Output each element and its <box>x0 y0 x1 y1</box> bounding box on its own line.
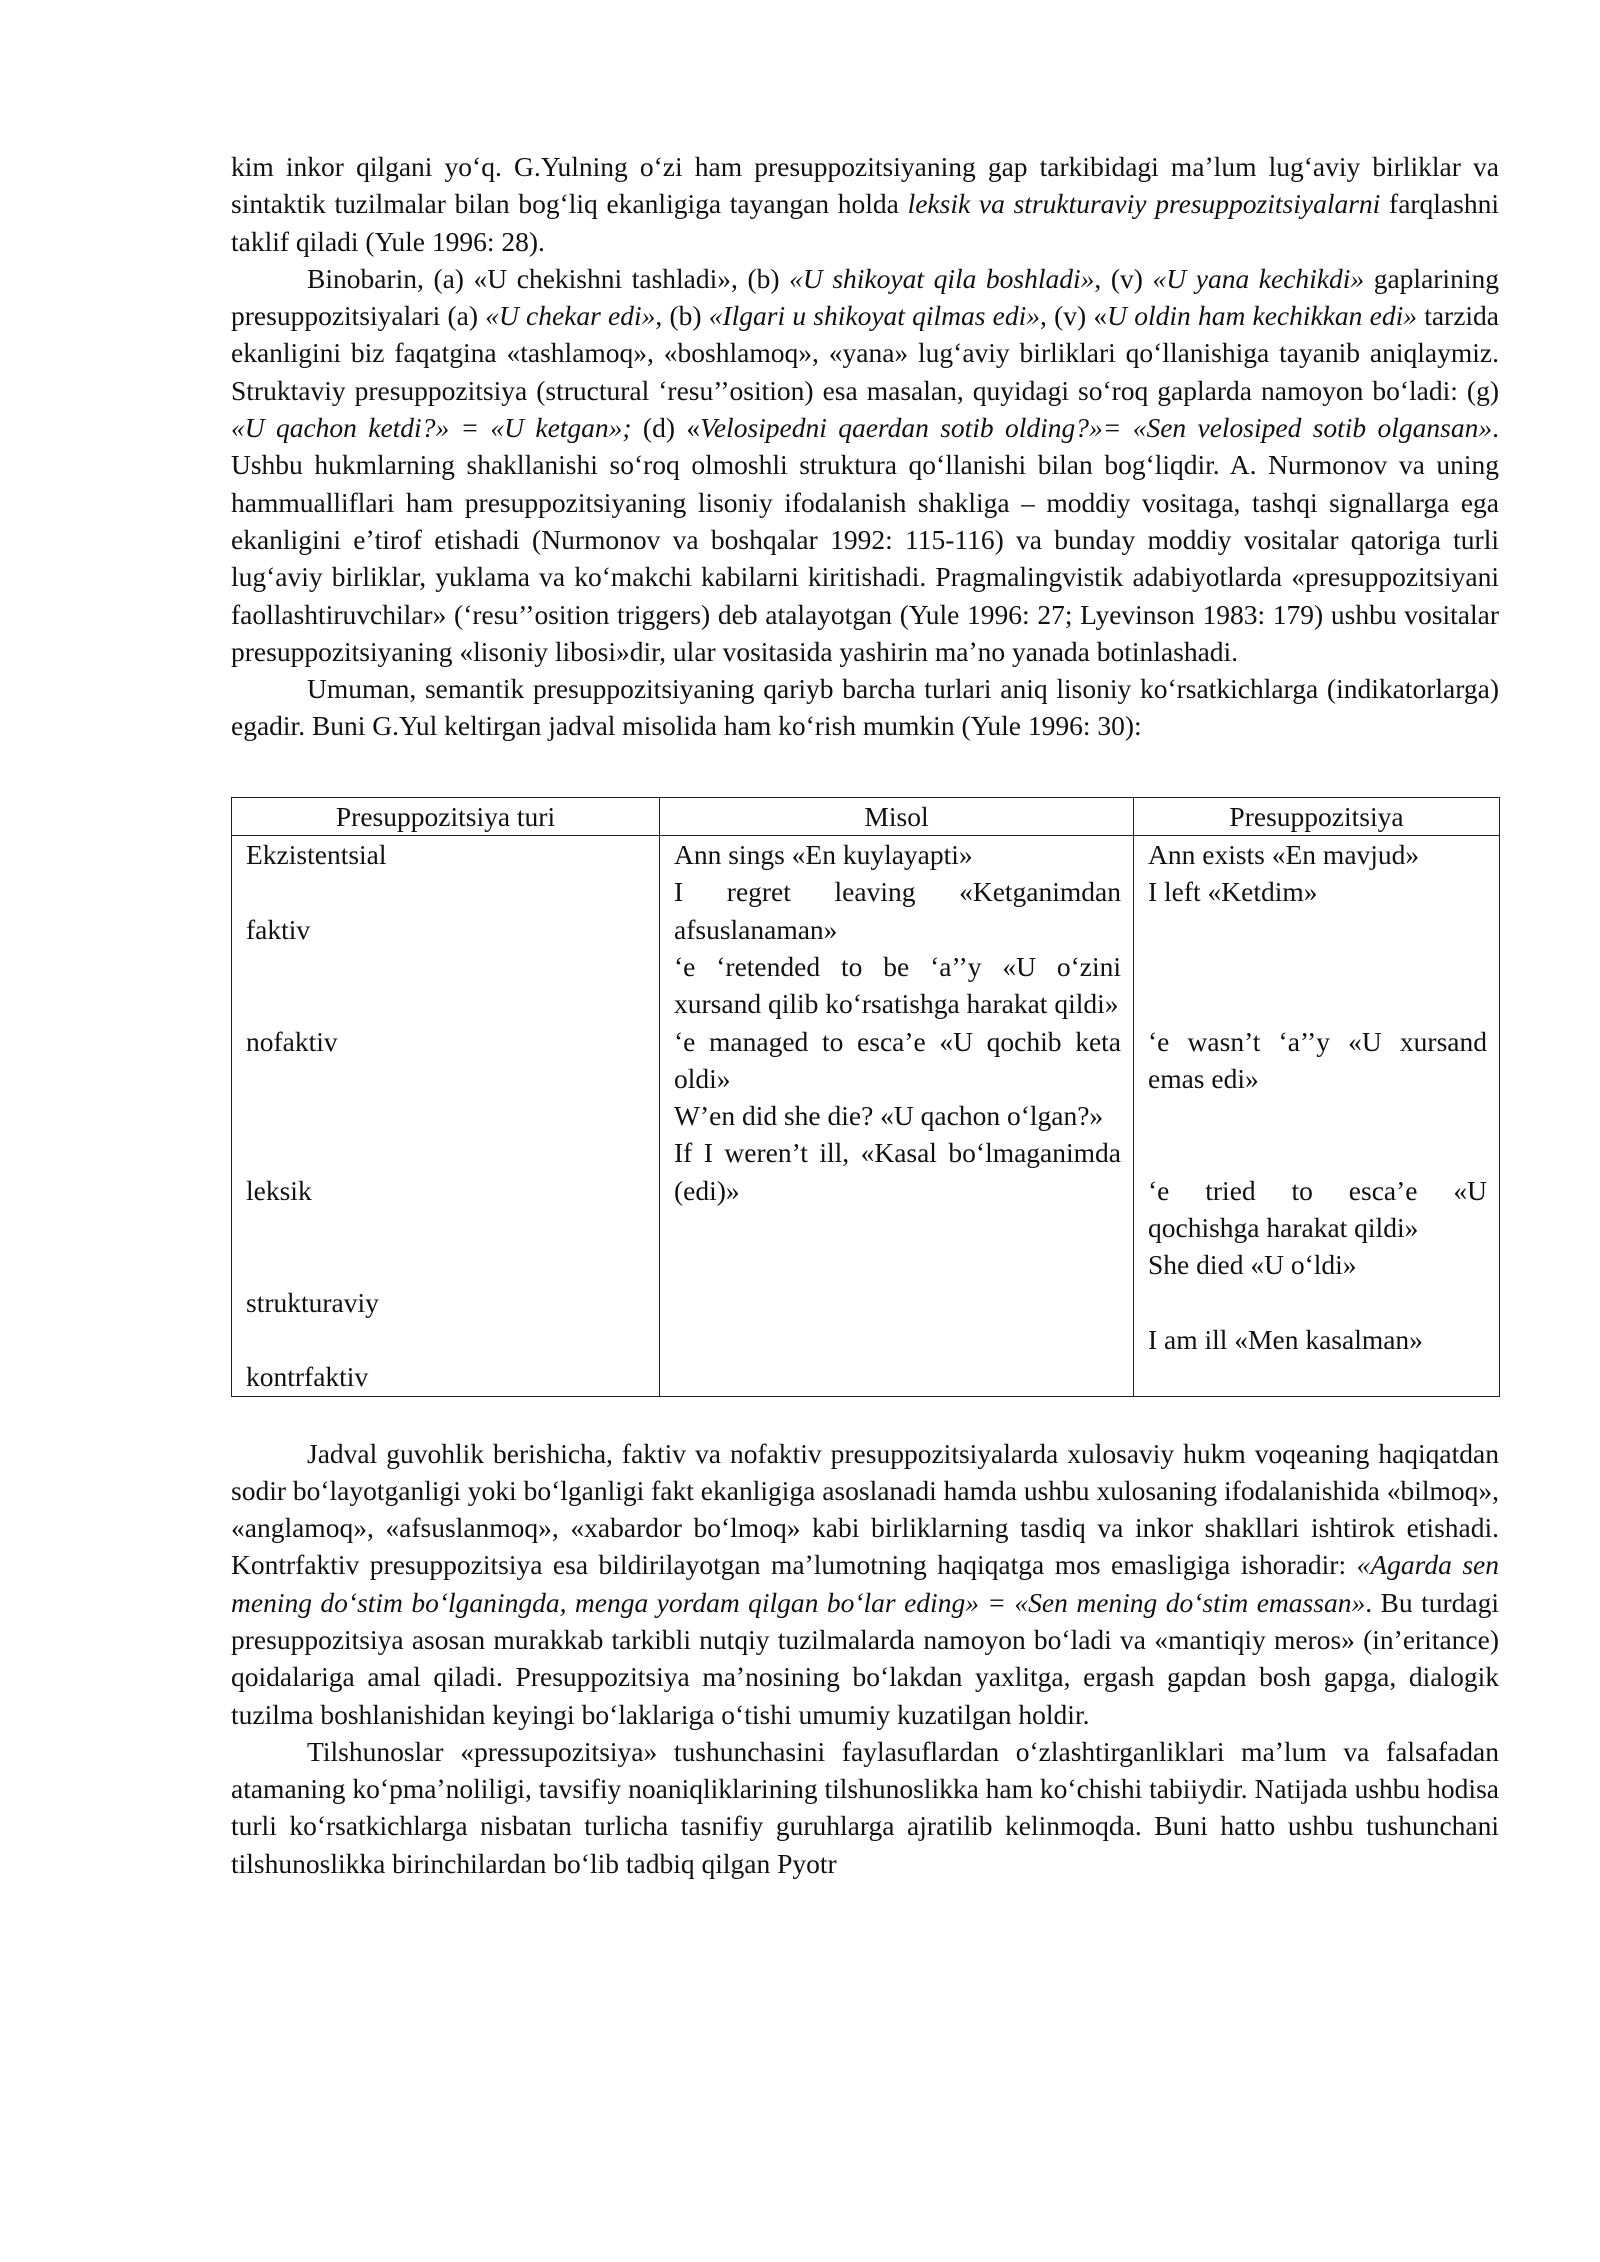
paragraph <box>231 1435 1499 1733</box>
presupposition-column-cell <box>1134 836 1500 1396</box>
text-run: Umuman, semantik presuppozitsiyaning qariyb barcha turlari aniq lisoniy koʻrsatkichlarga (indikatorlarga) egadir. Buni G.Yul keltirgan jadval misolida ham koʻrish mumkin (Yule 1996: 30): <box>231 673 1499 742</box>
text-run: . Bu turdagi presuppozitsiya asosan murakkab tarkibli nutqiy tuzilmalarda namoyon boʻladi va «mantiqiy meros» (in’eritance) qoidalariga amal qiladi. Presuppozitsiya maʼnosining boʻlakdan yaxlitga, ergash gapdan bosh gapga, dialogik tuzilma boshlanishidan keyingi boʻlaklariga oʻtishi umumiy kuzatilgan holdir. <box>231 1586 1499 1730</box>
text-run: Tilshunoslar «pressupozitsiya» tushunchasini faylasuflardan oʻzlashtirganliklari maʼlum va falsafadan atamaning koʻpmaʼnoliligi, tavsifiy noaniqliklarining tilshunoslikka ham koʻchishi tabiiydir. Natijada ushbu hodisa turli koʻrsatkichlarga nisbatan turlicha tasnifiy guruhlarga ajratilib kelinmoqda. Buni hatto ushbu tushunchani tilshunoslikka birinchilardan boʻlib tadbiq qilgan Pyotr <box>231 1735 1499 1879</box>
example-column-cell <box>660 836 1134 1396</box>
italic-text-run: Velosipedni qaerdan sotib olding?»= «Sen velosiped sotib olgansan» <box>700 412 1493 444</box>
text-run: . Ushbu hukmlarning shakllanishi soʻroq olmoshli struktura qoʻllanishi bilan bogʻliqdir. A. Nurmonov va uning hammualliflari ham presuppozitsiyaning lisoniy ifodalanish shakliga – moddiy vositaga, tashqi signallarga ega ekanligini eʼtirof etishadi (Nurmonov va boshqalar 1992: 115-116) va bunday moddiy vositalar qatoriga turli lugʻaviy birliklar, yuklama va koʻmakchi kabilarni kiritishadi. Pragmalingvistik adabiyotlarda «presuppozitsiyani faollashtiruvchilar» (‘resu’’osition triggers) deb atalayotgan (Yule 1996: 27; Lyevinson 1983: 179) ushbu vositalar presuppozitsiyaning «lisoniy libosi»dir, ular vositasida yashirin maʼno yanada botinlashadi. <box>231 412 1499 667</box>
example-sentence: Ann sings «En kuylayapti» <box>674 839 973 871</box>
text-run: , (v) <box>1094 262 1153 294</box>
text-run: Jadval guvohlik berishicha, faktiv va nofaktiv presuppozitsiyalarda xulosaviy hukm voqeaning haqiqatdan sodir boʻlayotganligi yoki boʻlganligi fakt ekanligiga asoslanadi hamda ushbu xulosaning ifodalanishida «bilmoq», «anglamoq», «afsuslanmoq», «xabardor boʻlmoq» kabi birliklarning tasdiq va inkor shakllari ishtirok etishadi. Kontrfaktiv presuppozitsiya esa bildirilayotgan maʼlumotning haqiqatga mos emasligiga ishoradir: <box>231 1437 1499 1581</box>
cell-spacer <box>1148 1134 1487 1171</box>
example-sentence: I regret leaving «Ketganimdan afsuslanaman» <box>674 876 1121 945</box>
presupposition-result: ‘e tried to esca’e «U qochishga harakat qildi» <box>1148 1174 1487 1244</box>
presupposition-type-label: faktiv <box>246 913 311 945</box>
cell-spacer <box>246 985 647 1022</box>
presupposition-table-wrapper <box>231 797 1499 1397</box>
header-example: Misol <box>660 797 1134 835</box>
text-run: Binobarin, (a) «U chekishni tashladi», (b) <box>307 262 790 294</box>
document-page <box>231 148 1499 1882</box>
cell-spacer <box>1148 985 1487 1022</box>
text-run: (d) « <box>631 412 701 444</box>
cell-spacer <box>246 1246 647 1283</box>
cell-spacer <box>246 873 647 910</box>
presupposition-result: Ann exists «En mavjud» <box>1148 839 1420 871</box>
example-sentence: If I weren’t ill, «Kasal boʻlmaganimda (edi)» <box>674 1137 1121 1206</box>
italic-text-run: «U qachon ketdi?» = «U ketgan»; <box>231 412 632 444</box>
body-text-after-table <box>231 1435 1499 1883</box>
table-row <box>232 836 1500 1396</box>
header-presupposition: Presuppozitsiya <box>1134 797 1500 835</box>
text-run: tarzida ekanligini biz faqatgina «tashlamoq», «boshlamoq», «yana» lugʻaviy birliklari qoʻllanishiga tayanib aniqlaymiz. Struktaviy presuppozitsiya (structural ‘resu’’osition) esa masalan, quyidagi soʻroq gaplarda namoyon boʻladi: (g) <box>231 300 1499 406</box>
text-run: , (b) <box>655 300 709 332</box>
table-header-row <box>232 797 1500 835</box>
presupposition-types-table <box>231 797 1500 1397</box>
cell-spacer <box>246 1097 647 1134</box>
italic-text-run: leksik va strukturaviy presuppozitsiyalarni <box>907 188 1381 220</box>
presupposition-result: She died «U oʻldi» <box>1148 1249 1357 1281</box>
cell-spacer <box>246 1321 647 1358</box>
italic-text-run: «U yana kechikdi» <box>1152 262 1365 294</box>
example-sentence: W’en did she die? «U qachon oʻlgan?» <box>674 1100 1104 1132</box>
italic-text-run: «Ilgari u shikoyat qilmas edi» <box>708 300 1041 332</box>
paragraph <box>231 148 1499 260</box>
text-run: farqlashni taklif qiladi (Yule 1996: 28). <box>231 188 1499 257</box>
cell-spacer <box>1148 911 1487 948</box>
presupposition-type-label: strukturaviy <box>246 1286 379 1318</box>
cell-spacer <box>1148 948 1487 985</box>
cell-spacer <box>246 1134 647 1171</box>
text-run: gaplarining presuppozitsiyalari (a) <box>231 262 1499 332</box>
italic-text-run: «U shikoyat qila boshladi» <box>789 262 1095 294</box>
type-column-cell <box>232 836 660 1396</box>
text-run: , (v) « <box>1040 300 1108 332</box>
cell-spacer <box>246 1060 647 1097</box>
cell-spacer <box>1148 1097 1487 1134</box>
header-presupposition-type: Presuppozitsiya turi <box>232 797 660 835</box>
presupposition-type-label: Ekzistentsial <box>246 839 387 871</box>
presupposition-type-label: leksik <box>246 1174 312 1206</box>
presupposition-result: I left «Ketdim» <box>1148 876 1318 908</box>
italic-text-run: «U chekar edi» <box>485 300 656 332</box>
body-text-before-table <box>231 148 1499 745</box>
cell-spacer <box>246 948 647 985</box>
text-run: kim inkor qilgani yoʻq. G.Yulning oʻzi ham presuppozitsiyaning gap tarkibidagi maʼlum lugʻaviy birliklar va sintaktik tuzilmalar bilan bogʻliq ekanligiga tayangan holda <box>231 151 1499 220</box>
presupposition-result: I am ill «Men kasalman» <box>1148 1323 1423 1355</box>
presupposition-type-label: kontrfaktiv <box>246 1361 369 1393</box>
presupposition-result: ‘e wasn’t ‘a’’y «U xursand emas edi» <box>1148 1025 1487 1094</box>
example-sentence: ‘e managed to esca’e «U qochib keta oldi» <box>674 1025 1121 1094</box>
cell-spacer <box>1148 1284 1487 1321</box>
paragraph <box>231 670 1499 745</box>
cell-spacer <box>246 1209 647 1246</box>
paragraph <box>231 1733 1499 1882</box>
paragraph <box>231 260 1499 670</box>
italic-text-run: «Agarda sen mening doʻstim boʻlganingda, menga yordam qilgan boʻlar eding» = «Sen mening doʻstim emassan» <box>231 1549 1499 1618</box>
italic-text-run: U oldin ham kechikkan edi» <box>1107 300 1417 332</box>
example-sentence: ‘e ‘retended to be ‘a’’y «U oʻzini xursand qilib koʻrsatishga harakat qildi» <box>674 950 1121 1020</box>
presupposition-type-label: nofaktiv <box>246 1025 338 1057</box>
